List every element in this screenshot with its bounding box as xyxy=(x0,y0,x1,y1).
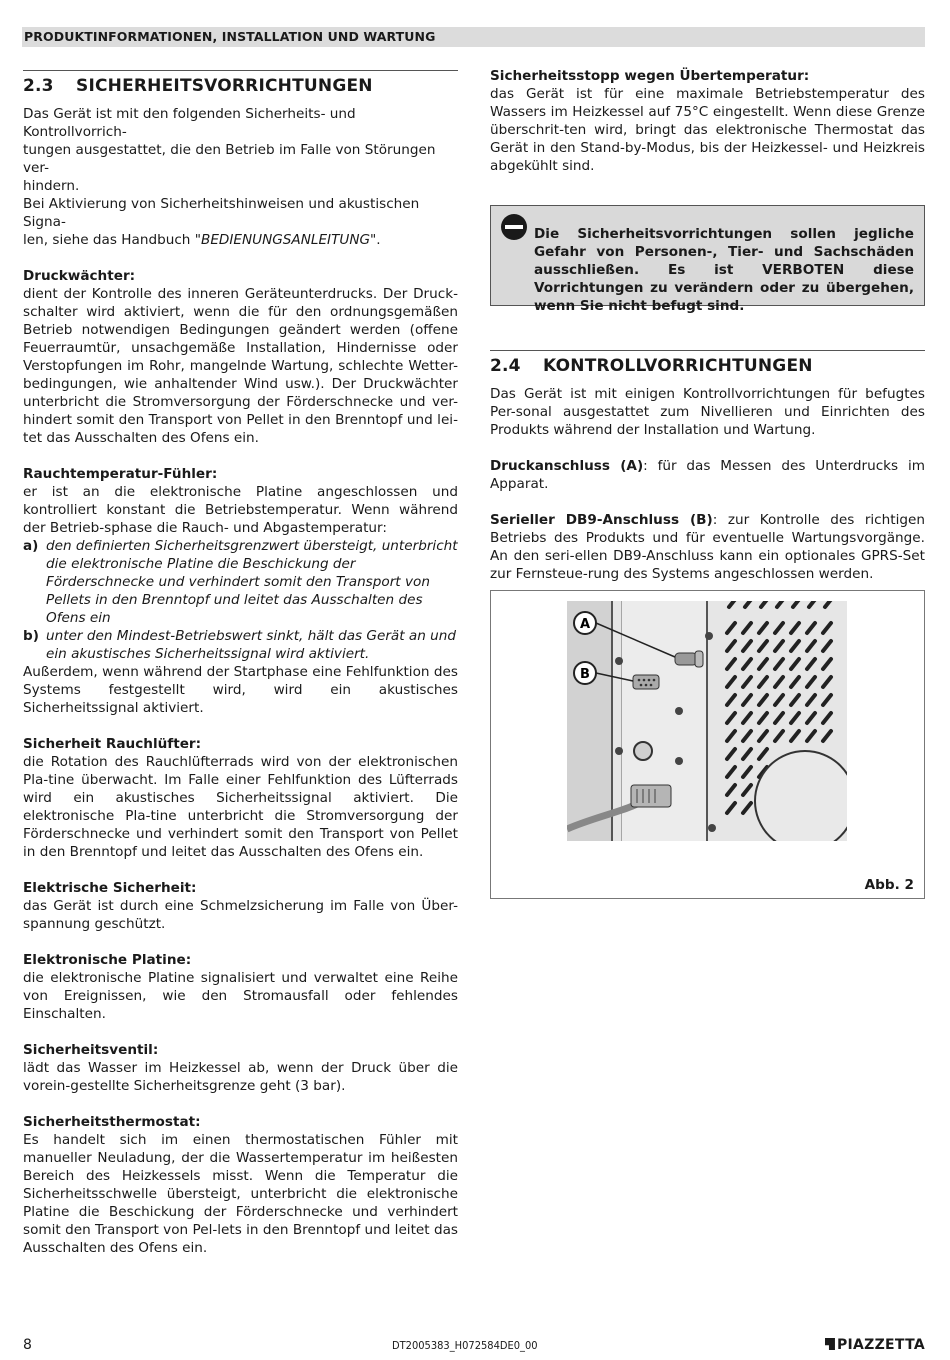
document-code: DT2005383_H072584DE0_00 xyxy=(392,1339,538,1352)
figure-caption: Abb. 2 xyxy=(864,877,914,893)
left-column xyxy=(23,70,458,1257)
db9-desc: : zur Kontrolle des richtigen Betriebs des Produkts und für eventuelle Wartungsvorgänge. An den seri-ellen DB9-Anschluss kann ein optionales GPRS-Set zur Fernsteue-rung des Systems angeschlossen werden. xyxy=(490,512,925,582)
section-title: SICHERHEITSVORRICHTUNGEN xyxy=(76,76,373,96)
list-text: unter den Mindest-Betriebswert sinkt, hält das Gerät an und ein akustisches Sicherheitssignal wird aktiviert. xyxy=(46,628,457,662)
rauchluefter-text: die Rotation des Rauchlüfterrads wird von der elektronischen Pla-tine überwacht. Im Falle einer Fehlfunktion des Lüfterrads wird ein akustisches Sicherheitssignal aktiviert. Die elektronische Pla-tine unterbricht die Stromversorgung der Förderschnecke und verhindert somit den Transport von Pellet in den Brenntopf und leitet das Ausschalten des Ofens ein. xyxy=(23,754,458,860)
label-a: A xyxy=(579,617,591,632)
page-header xyxy=(22,27,925,47)
db9-text xyxy=(490,511,925,583)
intro-text: len, siehe das Handbuch " xyxy=(23,232,201,248)
section-2-4-heading xyxy=(490,351,925,379)
db9-label: Serieller DB9-Anschluss (B) xyxy=(490,512,713,528)
sicherheitsthermostat-text: Es handelt sich im einen thermostatischen Fühler mit manueller Neuladung, der die Wassertemperatur im heißesten Bereich des Heizkessels misst. Wenn die Temperatur die Sicherheitsschwelle übersteigt, unterbricht die elektronische Platine die Beschickung der Förderschnecke und verhindert somit den Transport von Pel-lets in den Brenntopf und leitet das Ausschalten des Ofens ein. xyxy=(23,1132,458,1256)
intro-text-end: ". xyxy=(370,232,381,248)
list-label: b) xyxy=(23,628,39,644)
brand-logo xyxy=(825,1337,925,1353)
brand-name: PIAZZETTA xyxy=(836,1337,925,1353)
rauchtemperatur-after: Außerdem, wenn während der Startphase eine Fehlfunktion des Systems festgestellt wird, wird ein akustisches Sicherheitssignal aktiviert. xyxy=(23,664,458,716)
sicherheitsstopp-title: Sicherheitsstopp wegen Übertemperatur: xyxy=(490,68,810,84)
page-header-title: PRODUKTINFORMATIONEN, INSTALLATION UND WARTUNG xyxy=(24,29,436,44)
rauchtemperatur-text: er ist an die elektronische Platine angeschlossen und kontrolliert konstant die Betriebstemperatur. Wenn während der Betrieb-sphase die Rauch- und Abgastemperatur: xyxy=(23,484,458,536)
druckanschluss-text xyxy=(490,457,925,493)
section-number: 2.3 xyxy=(23,76,54,96)
druckwaechter-title: Druckwächter: xyxy=(23,268,136,284)
section-2-3-heading xyxy=(23,71,458,99)
sicherheitsventil-text: lädt das Wasser im Heizkessel ab, wenn der Druck über die vorein-gestellte Sicherheitsgrenze geht (3 bar). xyxy=(23,1060,458,1094)
intro-line: hindern. xyxy=(23,178,80,194)
elektronische-platine-text: die elektronische Platine signalisiert und verwaltet eine Reihe von Ereignissen, wie den Stromausfall oder fehlendes Einschalten. xyxy=(23,970,458,1022)
right-column xyxy=(490,67,925,899)
intro-line: tungen ausgestattet, die den Betrieb im Falle von Störungen ver- xyxy=(23,142,436,176)
sicherheitsventil-title: Sicherheitsventil: xyxy=(23,1042,159,1058)
label-b: B xyxy=(580,667,590,682)
section-number: 2.4 xyxy=(490,356,521,376)
list-item xyxy=(23,627,458,663)
list-label: a) xyxy=(23,538,39,554)
page-number: 8 xyxy=(23,1337,32,1353)
intro-line-manual xyxy=(23,231,458,249)
elektronische-platine-title: Elektronische Platine: xyxy=(23,952,192,968)
elektrische-sicherheit-text: das Gerät ist durch eine Schmelzsicherung im Falle von Über-spannung geschützt. xyxy=(23,898,458,932)
brand-mark-icon xyxy=(825,1338,835,1350)
intro-line: Das Gerät ist mit den folgenden Sicherheits- und Kontrollvorrich- xyxy=(23,106,356,140)
section-title: KONTROLLVORRICHTUNGEN xyxy=(543,356,813,376)
kontroll-intro: Das Gerät ist mit einigen Kontrollvorrichtungen für befugtes Per-sonal ausgestattet zum Nivellieren und Einrichten des Produkts während der Installation und Wartung. xyxy=(490,386,925,438)
sicherheitsstopp-text: das Gerät ist für eine maximale Betriebstemperatur des Wassers im Heizkessel auf 75°C eingestellt. Wenn diese Grenze überschrit-ten wird, bringt das elektronische Thermostat das Gerät in den Stand-by-Modus, bis der Heizkessel- und Heizkreis abgekühlt sind. xyxy=(490,86,925,174)
rauchtemperatur-title: Rauchtemperatur-Fühler: xyxy=(23,466,218,482)
warning-text: Die Sicherheitsvorrichtungen sollen jegliche Gefahr von Personen-, Tier- und Sachschäden ausschließen. Es ist VERBOTEN diese Vorrichtungen zu verändern oder zu übergehen, wenn Sie nicht befugt sind. xyxy=(534,226,914,314)
sicherheitsthermostat-title: Sicherheitsthermostat: xyxy=(23,1114,201,1130)
device-illustration xyxy=(567,601,847,841)
druckwaechter-text: dient der Kontrolle des inneren Geräteunterdrucks. Der Druck-schalter wird aktiviert, wenn die für den ordnungsgemäßen Betrieb notwendigen Bedingungen geändert werden (offene Feuerraumtür, unsachgemäße Installation, Hindernisse oder Verstopfungen im Rohr, mangelnde Wartung, schlechte Wetter-bedingungen, wie anhaltender Wind usw.). Der Druckwächter unterbricht die Stromversorgung der Förderschnecke und ver-hindert somit den Transport von Pellet in den Brenntopf und lei-tet das Ausschalten des Ofens ein. xyxy=(23,286,458,446)
elektrische-sicherheit-title: Elektrische Sicherheit: xyxy=(23,880,197,896)
warning-box xyxy=(490,205,925,314)
prohibition-icon xyxy=(501,214,527,240)
druckanschluss-label: Druckanschluss (A) xyxy=(490,458,644,474)
figure-abb-2 xyxy=(490,590,925,899)
list-item xyxy=(23,537,458,627)
intro-line: Bei Aktivierung von Sicherheitshinweisen und akustischen Signa- xyxy=(23,196,420,230)
druckanschluss-desc: : für das Messen des Unterdrucks im Apparat. xyxy=(490,458,925,492)
list-text: den definierten Sicherheitsgrenzwert übersteigt, unterbricht die elektronische Platine die Beschickung der Förderschnecke und verhindert somit den Transport von Pellets in den Brenntopf und leitet das Ausschalten des Ofens ein xyxy=(46,538,458,626)
rauchluefter-title: Sicherheit Rauchlüfter: xyxy=(23,736,202,752)
manual-name: BEDIENUNGSANLEITUNG xyxy=(201,232,371,248)
